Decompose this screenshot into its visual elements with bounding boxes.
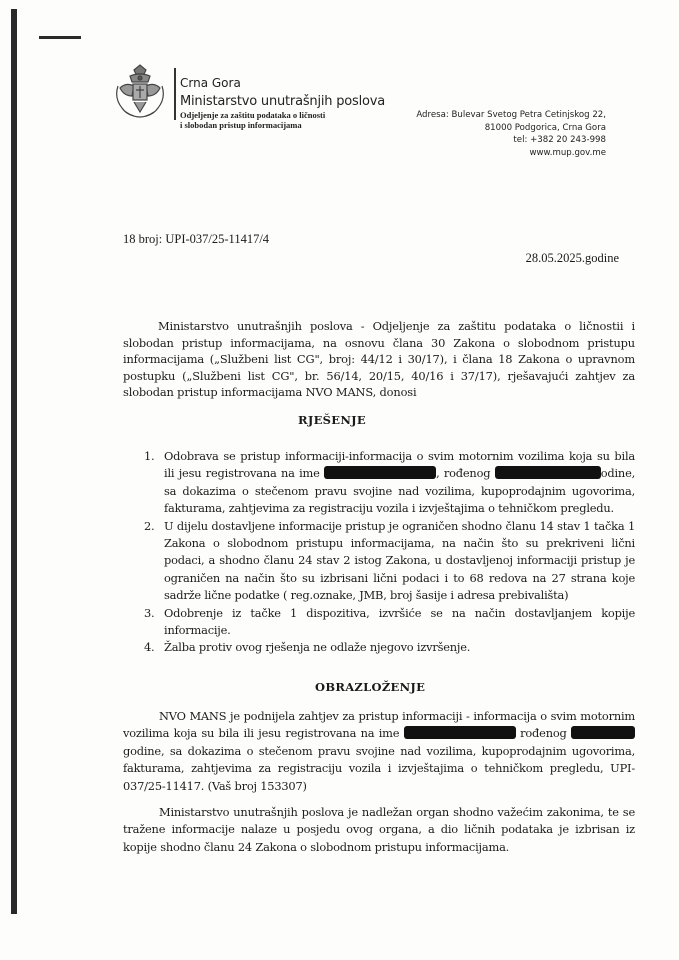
- reference-number: 18 broj: UPI-037/25-11417/4: [123, 232, 270, 246]
- redacted-name: [404, 726, 516, 739]
- contact-address: [416, 109, 606, 159]
- letterhead-divider: [174, 68, 176, 120]
- decision-item-1: [144, 448, 635, 518]
- website: www.mup.gov.me: [529, 147, 606, 158]
- department-line-2: i slobodan pristup informacijama: [180, 120, 302, 130]
- phone-number: tel: +382 20 243-998: [513, 135, 606, 145]
- document-date: 28.05.2025.godine: [525, 251, 619, 265]
- item-text: Žalba protiv ovog rješenja ne odlaže njegovo izvršenje.: [164, 640, 471, 655]
- decision-item-4: [144, 639, 635, 656]
- item-number: 1.: [144, 449, 155, 463]
- department-line-1: Odjeljenje za zaštitu podataka o ličnosti: [180, 110, 326, 120]
- reasoning-text-part-c: godine, sa dokazima o stečenom pravu svojine nad vozilima, kupoprodajnim ugovorima, fakturama, zahtjevima za registraciju vozila i izvještajima o tehničkom pregledu, UPI-037/25-11417. (Vaš broj 153307): [123, 743, 635, 793]
- decision-list: [144, 448, 635, 657]
- reasoning-text-part-a: NVO MANS je podnijela zahtjev za pristup informaciji - informacija o svim motornim vozilima koja su bila ili jesu registrovana na ime: [123, 709, 635, 741]
- coat-of-arms-icon: [112, 62, 168, 124]
- item-text-part-b: , rođenog: [436, 466, 491, 481]
- ministry-name: Ministarstvo unutrašnjih poslova: [180, 94, 386, 109]
- item-text-part-c: odine, sa dokazima o stečenom pravu svojine nad vozilima, kupoprodajnim ugovorima, fakturama, zahtjevima za registraciju vozila i izvještajima o tehničkom pregledu.: [164, 466, 636, 516]
- intro-paragraph: Ministarstvo unutrašnjih poslova - Odjeljenje za zaštitu podataka o ličnostii i slobodan pristup informacijama, na osnovu člana 30 Zakona o slobodnom pristupu informacijama („Službeni list CG", broj: 44/12 i 30/17), i člana 18 Zakona o upravnom postupku („Službeni list CG", br. 56/14, 20/15, 40/16 i 37/17), rješavajući zahtjev za slobodan pristup informacijama NVO MANS, donosi: [123, 319, 635, 400]
- country-name: Crna Gora: [180, 76, 241, 90]
- redacted-name: [324, 466, 436, 479]
- item-text: U dijelu dostavljene informacije pristup je ograničen shodno članu 14 stav 1 tačka 1 Zakona o slobodnom pristupu informacijama, na način što su prekriveni lični podaci, a shodno članu 24 stav 2 istog Zakona, u dostavljenoj informaciji pristup je ograničen na način što su izbrisani lični podaci i to 68 redova na 27 strana koje sadrže lične podatke ( reg.oznake, JMB, broj šasije i adresa prebivališta): [164, 518, 635, 603]
- item-number: 3.: [144, 605, 155, 620]
- reasoning-text-part-b: rođenog: [520, 726, 567, 741]
- item-text-part-a: Odobrava se pristup informaciji-informacija o svim motornim vozilima koja su bila ili jesu registrovana na ime: [164, 449, 635, 481]
- address-street: Adresa: Bulevar Svetog Petra Cetinjskog 22,: [416, 110, 606, 120]
- scan-mark: [39, 36, 81, 39]
- redacted-birthdate: [495, 466, 601, 479]
- item-number: 4.: [144, 640, 155, 655]
- decision-title: RJEŠENJE: [298, 413, 366, 427]
- decision-item-3: [144, 605, 635, 640]
- organization-block: [180, 76, 385, 130]
- decision-item-2: [144, 518, 635, 605]
- reasoning-paragraph-2: Ministarstvo unutrašnjih poslova je nadležan organ shodno važećim zakonima, te se tražene informacije nalaze u posjedu ovog organa, a dio ličnih podataka je izbrisan iz kopije shodno članu 24 Zakona o slobodnom pristupu informacijama.: [123, 805, 635, 854]
- redacted-birthdate: [571, 726, 635, 739]
- item-number: 2.: [144, 518, 155, 533]
- item-text: Odobrenje iz tačke 1 dispozitiva, izvršiće se na način dostavljanjem kopije informacije.: [164, 605, 635, 638]
- scan-edge-bar: [11, 9, 17, 914]
- reasoning-paragraph-1: [123, 708, 635, 795]
- reasoning-title: OBRAZLOŽENJE: [315, 680, 426, 694]
- address-city: 81000 Podgorica, Crna Gora: [484, 122, 606, 133]
